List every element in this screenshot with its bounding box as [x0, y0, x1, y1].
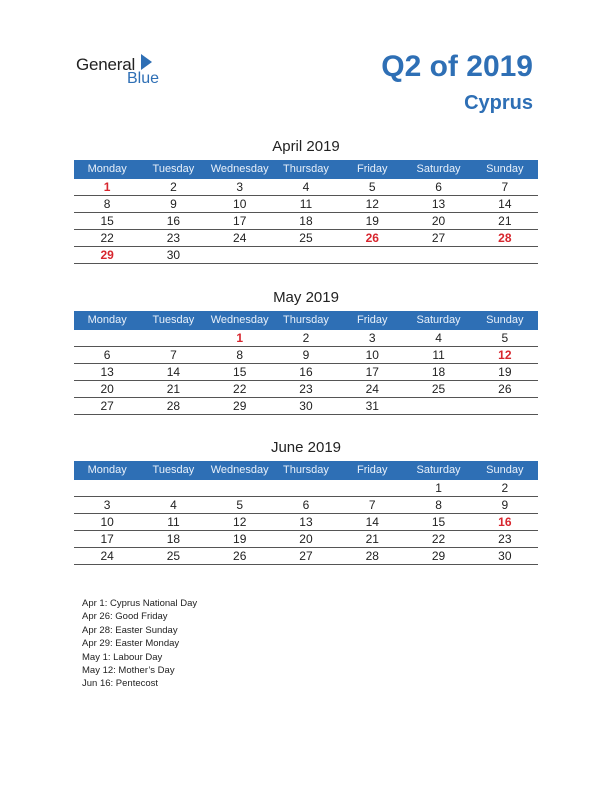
day-cell: 12 [365, 197, 379, 211]
day-cell [273, 480, 339, 496]
day-cell: 14 [166, 365, 181, 379]
weekday-label: Wednesday [210, 163, 269, 175]
day-cell: 8 [236, 348, 244, 362]
day-cell: 2 [302, 331, 310, 345]
day-cell: 8 [435, 498, 442, 512]
day-cell: 11 [167, 515, 180, 529]
day-cell: 2 [170, 180, 177, 194]
day-cell [207, 247, 273, 263]
day-cell: 21 [498, 214, 512, 228]
weekday-label: Tuesday [152, 163, 195, 175]
week-row [74, 531, 538, 548]
day-cell: 22 [100, 231, 114, 245]
holiday-note: Apr 26: Good Friday [82, 611, 168, 623]
week-row [74, 230, 538, 247]
day-cell: 20 [431, 214, 446, 228]
weekday-label: Tuesday [152, 314, 195, 326]
day-cell: 13 [431, 197, 446, 211]
day-cell: 10 [233, 197, 247, 211]
week-row [74, 347, 538, 364]
weekday-label: Wednesday [210, 464, 269, 476]
day-cell [405, 398, 471, 414]
day-cell: 4 [302, 180, 310, 194]
logo [76, 52, 186, 88]
weekday-label: Saturday [416, 314, 461, 326]
day-cell: 14 [498, 197, 512, 211]
weekday-header [74, 461, 538, 480]
holiday-note: Apr 28: Easter Sunday [82, 624, 178, 636]
holiday-day-cell: 26 [365, 231, 379, 245]
day-cell: 6 [435, 180, 442, 194]
day-cell: 24 [233, 231, 247, 245]
weekday-label: Thursday [283, 163, 329, 175]
day-cell: 7 [501, 180, 509, 194]
month-title: May 2019 [273, 289, 339, 306]
month-may [74, 289, 538, 415]
day-cell: 13 [299, 515, 313, 529]
day-cell: 9 [501, 498, 509, 512]
month-june [74, 439, 538, 565]
weekday-header [74, 160, 538, 179]
weekday-label: Thursday [283, 464, 329, 476]
day-cell: 24 [100, 549, 114, 563]
day-cell: 10 [365, 348, 379, 362]
weekday-label: Friday [356, 314, 388, 326]
day-cell: 1 [435, 481, 442, 495]
weekday-label: Wednesday [210, 314, 269, 326]
day-cell: 2 [501, 481, 509, 495]
day-cell: 22 [233, 382, 247, 396]
week-row [74, 398, 538, 415]
week-row [74, 247, 538, 264]
day-cell: 17 [233, 214, 247, 228]
week-row [74, 548, 538, 565]
day-cell: 21 [166, 382, 181, 396]
week-row [74, 514, 538, 531]
day-cell: 4 [435, 331, 442, 345]
day-cell: 7 [170, 348, 177, 362]
day-cell: 23 [299, 382, 313, 396]
day-cell: 29 [431, 549, 446, 563]
day-cell: 15 [431, 515, 446, 529]
holiday-note: Apr 29: Easter Monday [82, 638, 180, 650]
day-cell: 27 [431, 231, 446, 245]
day-cell: 23 [498, 532, 512, 546]
day-cell: 16 [166, 214, 181, 228]
weekday-header [74, 311, 538, 330]
weekday-label: Monday [87, 314, 127, 326]
logo-general-text: General [76, 55, 136, 74]
day-cell: 20 [100, 382, 114, 396]
day-cell: 6 [302, 498, 310, 512]
week-row [74, 196, 538, 213]
day-cell: 19 [498, 365, 512, 379]
day-cell: 28 [365, 549, 379, 563]
day-cell: 14 [365, 515, 379, 529]
weekday-label: Sunday [486, 163, 524, 175]
day-cell: 27 [299, 549, 313, 563]
page-title: Q2 of 2019 [381, 50, 533, 83]
day-cell: 5 [236, 498, 244, 512]
day-cell: 28 [166, 399, 181, 413]
holiday-day-cell: 12 [498, 348, 512, 362]
day-cell: 5 [501, 331, 509, 345]
day-cell [273, 247, 339, 263]
day-cell: 15 [100, 214, 114, 228]
day-cell: 4 [170, 498, 177, 512]
holiday-day-cell: 1 [236, 331, 244, 345]
day-cell: 23 [166, 231, 181, 245]
holiday-note: May 12: Mother’s Day [82, 664, 175, 676]
weekday-label: Sunday [486, 314, 524, 326]
day-cell: 8 [103, 197, 111, 211]
day-cell: 18 [166, 532, 181, 546]
day-cell: 20 [299, 532, 313, 546]
holiday-day-cell: 29 [100, 248, 114, 262]
day-cell: 21 [365, 532, 379, 546]
week-row [74, 497, 538, 514]
month-title: April 2019 [272, 138, 340, 155]
day-cell [207, 480, 273, 496]
day-cell: 11 [299, 197, 313, 211]
country-name: Cyprus [464, 92, 533, 114]
day-cell [339, 480, 405, 496]
holiday-note: Jun 16: Pentecost [82, 678, 159, 690]
weekday-label: Saturday [416, 163, 461, 175]
day-cell: 25 [166, 549, 181, 563]
logo-triangle-icon [141, 54, 152, 70]
day-cell [74, 480, 140, 496]
holiday-day-cell: 1 [103, 180, 111, 194]
day-cell: 11 [432, 348, 445, 362]
day-cell: 17 [100, 532, 114, 546]
month-title: June 2019 [270, 439, 342, 456]
weekday-label: Monday [87, 163, 127, 175]
day-cell: 7 [368, 498, 376, 512]
weekday-label: Monday [87, 464, 127, 476]
day-cell: 25 [299, 231, 313, 245]
day-cell [339, 247, 405, 263]
weekday-label: Friday [356, 163, 388, 175]
day-cell: 19 [233, 532, 247, 546]
holiday-notes [82, 597, 197, 691]
day-cell: 13 [100, 365, 114, 379]
day-cell: 18 [299, 214, 313, 228]
day-cell: 5 [368, 180, 376, 194]
week-row [74, 213, 538, 230]
month-april [74, 138, 538, 264]
day-cell: 19 [365, 214, 379, 228]
day-cell: 27 [100, 399, 114, 413]
day-cell: 18 [431, 365, 446, 379]
day-cell: 30 [166, 248, 181, 262]
day-cell [140, 330, 206, 346]
week-row [74, 480, 538, 497]
day-cell: 6 [103, 348, 111, 362]
day-cell: 25 [431, 382, 446, 396]
holiday-day-cell: 28 [498, 231, 512, 245]
day-cell: 10 [100, 515, 114, 529]
day-cell: 3 [236, 180, 244, 194]
week-row [74, 330, 538, 347]
weekday-label: Saturday [416, 464, 461, 476]
day-cell: 24 [365, 382, 379, 396]
day-cell [140, 480, 206, 496]
day-cell: 26 [498, 382, 512, 396]
day-cell: 3 [103, 498, 111, 512]
day-cell: 31 [365, 399, 379, 413]
day-cell [472, 247, 538, 263]
day-cell: 9 [170, 197, 177, 211]
day-cell [405, 247, 471, 263]
day-cell: 30 [498, 549, 512, 563]
day-cell: 3 [368, 331, 376, 345]
weekday-label: Tuesday [152, 464, 195, 476]
week-row [74, 381, 538, 398]
day-cell: 29 [233, 399, 247, 413]
day-cell: 12 [233, 515, 247, 529]
day-cell: 15 [233, 365, 247, 379]
day-cell: 16 [299, 365, 313, 379]
day-cell: 26 [233, 549, 247, 563]
day-cell: 9 [302, 348, 310, 362]
holiday-day-cell: 16 [498, 515, 512, 529]
weekday-label: Thursday [283, 314, 329, 326]
day-cell [74, 330, 140, 346]
day-cell: 30 [299, 399, 313, 413]
week-row [74, 179, 538, 196]
holiday-note: May 1: Labour Day [82, 651, 163, 663]
day-cell: 22 [431, 532, 446, 546]
weekday-label: Friday [356, 464, 388, 476]
week-row [74, 364, 538, 381]
holiday-note: Apr 1: Cyprus National Day [82, 598, 198, 609]
logo-blue-text: Blue [127, 70, 160, 87]
day-cell [472, 398, 538, 414]
day-cell: 17 [365, 365, 379, 379]
weekday-label: Sunday [486, 464, 524, 476]
